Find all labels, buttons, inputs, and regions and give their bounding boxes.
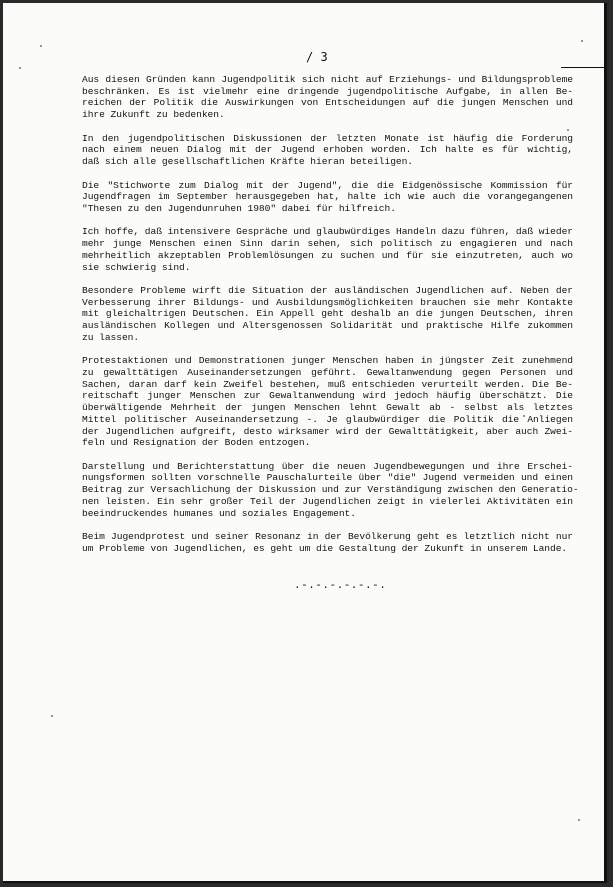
scan-speck [51, 715, 53, 717]
text-line: Darstellung und Berichterstattung über die neuen Jugendbewegungen und ihre Erschei- [82, 460, 573, 472]
text-line: zu lassen. [82, 331, 140, 343]
scan-speck [578, 819, 580, 821]
text-line: überwältigende Mehrheit der jungen Menschen lehnt Gewalt ab - selbst als letztes [82, 402, 573, 414]
text-line: Ich hoffe, daß intensivere Gespräche und glaubwürdiges Handeln dazu führen, daß wieder [82, 226, 573, 238]
scan-speck [581, 40, 583, 42]
paragraph [82, 285, 573, 344]
text-line: Die "Stichworte zum Dialog mit der Jugend", die die Eidgenössische Kommission für [82, 179, 573, 191]
text-line: ihre Zukunft zu bedenken. [82, 109, 225, 121]
text-line: reitschaft junger Menschen zur Gewaltanwendung wird jedoch häufig überschätzt. Die [82, 390, 573, 402]
text-line: Mittel politischer Auseinandersetzung -. Je glaubwürdiger die Politik die Anliegen [82, 413, 573, 425]
document-page [3, 3, 607, 883]
body-text [82, 74, 579, 566]
paragraph [82, 355, 573, 449]
scan-speck [19, 67, 21, 69]
paragraph [82, 531, 573, 554]
text-line: In den jugendpolitischen Diskussionen der letzten Monate ist häufig die Forderung [82, 132, 573, 144]
text-line: um Probleme von Jugendlichen, es geht um die Gestaltung der Zukunft in unserem Lande. [82, 542, 568, 554]
text-line: Jugendfragen im September herausgegeben hat, halte ich wie auch die vorangegangenen [82, 191, 573, 203]
text-line: nen leisten. Ein sehr großer Teil der Jugendlichen zeigt in vielerlei Aktivitäten ein [82, 495, 573, 507]
paragraph [82, 226, 573, 273]
text-line: "Thesen zu den Jugendunruhen 1980" dabei für hilfreich. [82, 202, 396, 214]
text-line: Protestaktionen und Demonstrationen junger Menschen haben in jüngster Zeit zunehmend [82, 355, 573, 367]
text-line: zu gewalttätigen Auseinandersetzungen geführt. Gewaltanwendung gegen Personen und [82, 367, 573, 379]
end-mark: .-.-.-.-.-.-. [294, 580, 387, 592]
text-line: Beitrag zur Versachlichung der Diskussion und zur Verständigung zwischen den Generatio- [82, 484, 579, 496]
text-line: Sachen, daran darf kein Zweifel bestehen, muß entschieden verurteilt werden. Die Be- [82, 378, 573, 390]
text-line: nungsformen sollten vorschnelle Pauschalurteile über "die" Jugend vermeiden und einen [82, 472, 573, 484]
text-line: Besondere Probleme wirft die Situation der ausländischen Jugendlichen auf. Neben der [82, 285, 573, 297]
text-line: Beim Jugendprotest und seiner Resonanz in der Bevölkerung geht es letztlich nicht nur [82, 531, 573, 543]
header-rule [561, 67, 607, 68]
text-line: ausländischen Kollegen und Altersgenossen Solidarität und praktische Hilfe zukommen [82, 320, 573, 332]
text-line: mit gleichaltrigen Deutschen. Ein Appell geht deshalb an die jungen Deutschen, ihren [82, 308, 573, 320]
text-line: mehr junge Menschen einen Sinn darin sehen, sich politisch zu engagieren und nach [82, 238, 573, 250]
paragraph [82, 74, 573, 121]
text-line: feln und Resignation der Boden entzogen. [82, 437, 311, 449]
text-line: daß sich alle gesellschaftlichen Kräfte hieran beteiligen. [82, 156, 414, 168]
text-line: nach einem neuen Dialog mit der Jugend erhoben worden. Ich halte es für wichtig, [82, 144, 573, 156]
text-line: reichen der Politik die Auswirkungen von Entscheidungen auf die jungen Menschen und [82, 97, 573, 109]
text-line: Verbesserung ihrer Bildungs- und Ausbildungsmöglichkeiten brauchen sie mehr Kontakte [82, 296, 573, 308]
paragraph [82, 460, 579, 520]
text-line: beschränken. Es ist vielmehr eine dringende jugendpolitische Aufgabe, in allen Be- [82, 85, 573, 97]
text-line: mehrheitlich akzeptablen Problemlösungen zu suchen und für sie einzutreten, auch wo [82, 249, 573, 261]
page-number: / 3 [306, 50, 328, 64]
text-line: Aus diesen Gründen kann Jugendpolitik sich nicht auf Erziehungs- und Bildungsprobleme [82, 74, 573, 85]
text-line: der Jugendlichen aufgreift, desto wirksamer wird der Gewalttätigkeit, aber auch Zwei- [82, 425, 573, 437]
text-line: beeindruckendes humanes und soziales Engagement. [82, 507, 356, 519]
paragraph [82, 133, 573, 168]
paragraph [82, 180, 573, 215]
text-line: sie schwierig sind. [82, 261, 191, 273]
scan-speck [40, 45, 42, 47]
